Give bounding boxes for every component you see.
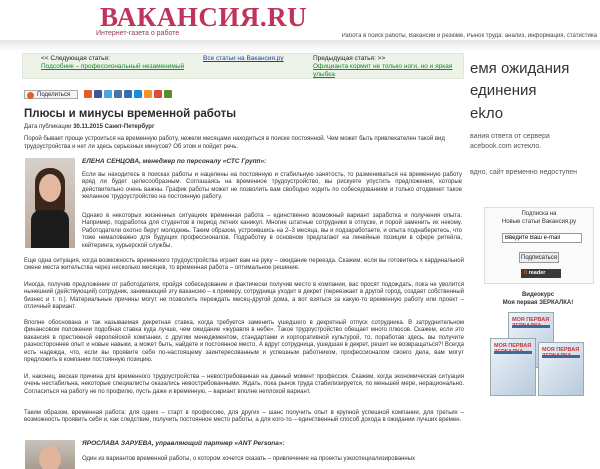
top-nav-links[interactable]: Работа в поиск работы, Вакансии и резюме, Рынок труда: анализ, информация, статистика <box>341 33 597 39</box>
paragraph: И, наконец, веская причина для временного трудоустройства – невостребованная на данный момент профессия. Скажем, когда экономическая ситуация очень нестабильна, некоторые специалисты оказались невостребованными. Ждать, пока рынок труда стабилизируется, по меньшей мере, нерационально. Согласиться на работу не по профилю, пусть даже и временную, – вариант вполне неплохой вариант. <box>24 374 464 395</box>
video-course-title[interactable]: Моя первая ЗЕРКАЛКА! <box>502 300 574 306</box>
share-icon <box>27 92 34 99</box>
feed-badge-num: 0 <box>524 270 528 276</box>
paragraph: Вполне обоснована и так называемая декретная ставка, когда требуется заменить ушедшего в декретный отпуск сотрудника. В затруднительном финансовом положении подобная ставка куда лучше, чем ожидание «журавля в небе». Такое трудоустройство обещает много плюсов. Скажем, если это вакансия в престижной европейской компании, с другим менеджментом, стандартами и корпоративной культурой, то, поработав здесь, вы получите разностороннее опыт и новые навыки, а может быть, найдете и постоянное место. А вдруг сотрудница, ушедшая в декрет, решит не возвращаться?! Всегда есть надежда, что, если вы проявите себя по-настоящему заинтересованным и успешным работником, профессионалом своего дела, вам могут предложить в компании постоянную позицию. <box>24 320 464 364</box>
paragraph: Однако в некоторых жизненных ситуациях временная работа – единственно возможный вариант заработка и получения опыта. Например, подработка для студентов в период летних каникул. Многие штатные сотрудники в отпуске, и порой заменить их некому. Работодатели охотно берут молодежь. Таким образом, устроившись на 2–3 месяца, вы и подзаработаете, и опыта поднаберетесь, что тоже немаловажно для будущих профессионалов. Подработку в основном предлагают на линейные позиции в сфере ритейла, кейтеринга, курьерской службы. <box>82 213 462 249</box>
vk-icon[interactable] <box>114 90 122 98</box>
odnoklassniki-icon[interactable] <box>144 90 152 98</box>
feed-reader-badge[interactable] <box>521 269 561 278</box>
paragraph: Если вы находитесь в поисках работы и нацелены на постоянную и стабильную занятость, то размениваться на временную работу вряд ли будет целесообразным. Соглашаясь на временное трудоустройство, вы рискуете упустить предложения, которые действительно очень важны. График работы может не позволить вам свободно ходить по собеседованиям и только отодвинет такое желанное трудоустройство на постоянную работу. <box>82 172 462 201</box>
ad-error-text-2: acebook.com истекло. <box>470 143 542 150</box>
next-article-label: Предыдущая статья: >> <box>313 55 386 62</box>
pub-label: Дата публикации <box>24 124 72 130</box>
ad-error-text-3: вдно, сайт временно недоступен <box>470 169 578 176</box>
ad-error-text-1: вания ответа от сервера <box>470 133 550 140</box>
share-button-label: Поделиться <box>37 92 71 98</box>
paragraph: Таким образом, временная работа: для одних – старт в профессию, для других – шанс получить опыт в крупной успешной компании, для третьих – возможность проявить себя и, как следствие, получить постоянное место работы, а для кого-то – единственный способ дохода в ожидании лучших времен. <box>24 410 464 424</box>
article-lead: Порой бывает проще устроиться на временную работу, нежели месяцами находиться в поиске постоянной. Чем может быть привлекателен такой вид трудоустройства и нет ли здесь серьезных минусов? Об этом и пойдет речь. <box>24 136 445 150</box>
book-cover <box>538 342 584 396</box>
speaker-name: ЕЛЕНА СЕНЦОВА, менеджер по персоналу «СТС Групп»: <box>82 158 267 165</box>
google-icon[interactable] <box>154 90 162 98</box>
speaker-photo <box>25 158 75 248</box>
next-article <box>313 55 463 79</box>
share-button[interactable] <box>24 90 78 99</box>
pub-city: Санкт-Петербург <box>104 124 155 130</box>
article-nav <box>22 53 464 79</box>
all-articles <box>203 55 284 63</box>
top-nav <box>0 33 600 47</box>
ad-error-title-3: ekло <box>470 105 504 122</box>
speaker-name: ЯРОСЛАВА ЗАРУЕВА, управляющий партнер «ANT Persona»: <box>82 440 285 447</box>
site-logo[interactable]: ВАКАНСИЯ.RU <box>100 2 308 32</box>
subscribe-box <box>484 207 594 284</box>
mailru-icon[interactable] <box>134 90 142 98</box>
feed-badge-label: reader <box>528 270 546 276</box>
paragraph: Еще одна ситуация, когда возможность временного трудоустройства играет вам на руку – ожидание переезда. Скажем, если вы готовитесь к кардинальной смене места жительства через несколько месяцев, то временная работа – оптимальное решение. <box>24 258 464 272</box>
subscribe-subheading: Новые статьи Вакансия.ру <box>501 219 577 225</box>
email-input[interactable] <box>502 233 582 243</box>
liveinternet-icon[interactable] <box>164 90 172 98</box>
paragraph: Иногда, получив предложение от работодателя, пройдя собеседование и фактически получив место в компании, вас просят подождать, пока не уволится нынешний (действующий) сотрудник, занимающий эту вакансию – к примеру, сотрудница уходит в декрет (переезжает в другой город, создает собственный бизнес и т. п.). Материальные причины могут не позволить переждать месяц-другой дома, а вот взяться за какую-то временную работу или проект – отличный вариант. <box>24 282 464 311</box>
video-course-books[interactable] <box>490 312 590 396</box>
prev-article <box>41 55 184 71</box>
ad-error-title-1: емя ожидания <box>470 60 570 77</box>
site-tagline: Интернет-газета о работе <box>96 30 180 37</box>
all-articles-link[interactable]: Все статьи на Вакансия.ру <box>203 55 284 62</box>
prev-article-label: << Следующая статья: <box>41 55 110 62</box>
prev-article-link[interactable]: Подсобник – профессиональный незаменимый <box>41 63 185 70</box>
speaker-photo <box>25 440 75 469</box>
book-title: МОЯ ПЕРВАЯ <box>494 343 532 349</box>
subscribe-heading: Подписка на <box>521 211 557 217</box>
ad-frame <box>464 52 600 196</box>
facebook-icon[interactable] <box>94 90 102 98</box>
article-title: Плюсы и минусы временной работы <box>24 108 237 120</box>
paragraph: Один из вариантов временной работы, о котором хочется сказать – привлечение на проекты узкоспециализированных <box>82 456 416 462</box>
video-course-label: Видеокурс <box>521 292 555 298</box>
next-article-link[interactable]: Официанта кормит не только ноги, но и яркая улыбка <box>313 63 453 78</box>
book-cover <box>490 338 536 396</box>
livejournal-icon[interactable] <box>124 90 132 98</box>
ad-error-title-2: единения <box>470 82 537 99</box>
publication-date <box>24 124 154 130</box>
bookmark-icon[interactable] <box>84 90 92 98</box>
subscribe-button[interactable]: Подписаться <box>519 252 559 263</box>
pub-date: 30.11.2015 <box>73 124 103 130</box>
book-title: МОЯ ПЕРВАЯ <box>542 347 580 353</box>
book-title: МОЯ ПЕРВАЯ <box>512 317 550 323</box>
twitter-icon[interactable] <box>104 90 112 98</box>
